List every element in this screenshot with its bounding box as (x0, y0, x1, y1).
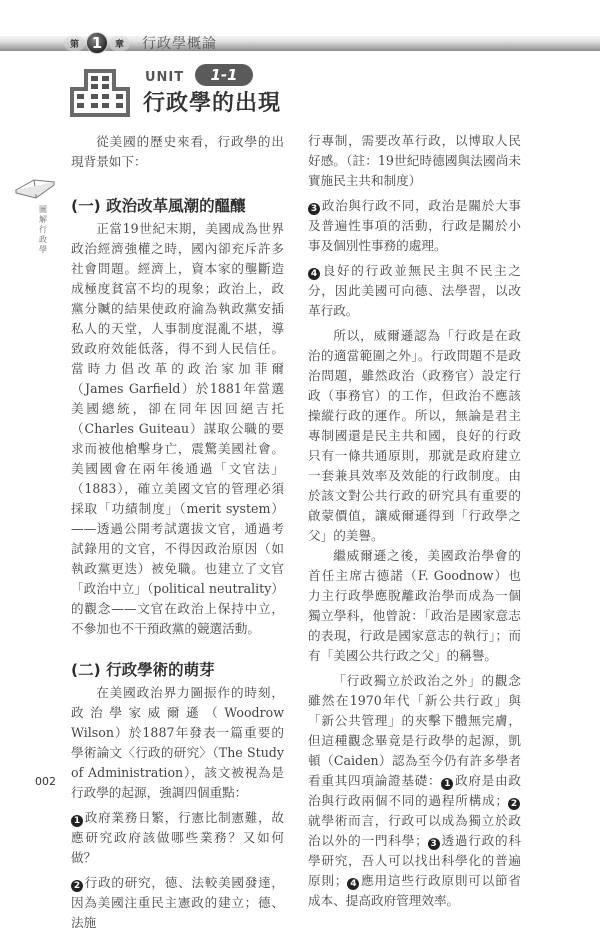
goodnow-paragraph: 繼威爾遜之後，美國政治學會的首任主席古德諾（F. Goodnow）也力主行政學應脫離政治學而成為一個獨立學科，他曾說：「政治是國家意志的表現，行政是國家意志的執行」；而有「美國公共行政之父」的稱譽。 (308, 548, 521, 663)
section-heading-1: (一) 政治改革風潮的醞釀 (71, 197, 246, 215)
right-column (308, 131, 521, 911)
left-column (71, 132, 284, 933)
section-1-body: 正當19世紀末期，美國成為世界政治經濟強權之時，國內卻充斥許多社會問題。經濟上，資本家的壟斷造成極度貧富不均的現象；政治上，政黨分贓的結果使政府淪為執政黨安插私人的天堂，人事制度混亂不堪，導致政府效能低落，得不到人民信任。當時力倡改革的政治家加菲爾（James Garfield）於1881年當選美國總統，卻在同年因回絕吉托（Charles Guiteau）謀取公職的要求而被他槍擊身亡，震驚美國社會。美國國會在兩年後通過「文官法」（1883），確立美國文官的管理必須採取「功績制度」（merit system）——透過公開考試選拔文官，通過考試錄用的文官，不得因政治原因（如執政黨更迭）被免職。也建立了文官「政治中立」（political neutrality）的觀念——文官在政治上保持中立，不參加也不干預政黨的競選活動。 (71, 221, 284, 636)
number-marker-icon: 2 (71, 880, 83, 892)
number-marker-icon: 4 (308, 268, 320, 280)
page-number: 002 (35, 775, 56, 788)
point-2-continuation: 行專制，需要改革行政，以博取人民好感。（註：19世紀時德國與法國尚未實施民主共和制度） (308, 133, 521, 188)
chapter-label (64, 32, 217, 54)
building-icon (70, 67, 130, 117)
unit-label: UNIT (145, 70, 185, 85)
section-heading-2: (二) 行政學術的萌芽 (71, 661, 215, 679)
chapter-prefix: 第 (64, 36, 85, 51)
chapter-suffix: 章 (109, 36, 130, 51)
open-book-icon (14, 176, 58, 202)
number-marker-icon: 3 (308, 203, 320, 215)
wilson-point-1: 1 政府業務日繁，行憲比制憲難，故應研究政府該做哪些業務？又如何做？ (71, 810, 284, 865)
chapter-title: 行政學概論 (142, 36, 218, 52)
number-marker-icon: 1 (71, 815, 83, 827)
side-tab-label: 圖解行政學 (39, 205, 47, 254)
intro-paragraph: 從美國的歷史來看，行政學的出現背景如下： (71, 134, 284, 169)
wilson-point-2: 2 行政的研究，德、法較美國發達，因為美國注重民主憲政的建立；德、法施 (71, 875, 284, 930)
wilson-point-3: 3 政治與行政不同，政治是關於大事及普遍性事項的活動，行政是關於小事及個別性事務的處理。 (308, 198, 521, 253)
caiden-paragraph: 「行政獨立於政治之外」的觀念雖然在1970年代「新公共行政」與「新公共管理」的夾擊下體無完膚，但這種觀念畢竟是行政學的起源，凱頓（Caiden）認為至今仍有許多學者看重其四項論證基礎： 1 政府是由政治與行政兩個不同的過程所構成； 2就學術而言，行政可以成為獨立於政治以外的一門科學； 3 透過行政的科學研究，吾人可以找出科學化的普遍原則； 4 應用這些行政原則可以節省成本、提高政府管理效率。 (308, 673, 522, 908)
unit-title: 行政學的出現 (143, 91, 282, 116)
number-marker-icon: 1 (441, 778, 453, 790)
number-marker-icon: 4 (347, 878, 359, 890)
wilson-summary-paragraph: 所以，威爾遜認為「行政是在政治的適當範圍之外」。行政問題不是政治問題，雖然政治（政務官）設定行政（事務官）的工作，但政治不應該操縱行政的運作。所以，無論是君主專制國還是民主共和國，良好的行政只有一條共通原則，那就是政府建立一套兼具效率及效能的行政制度。由於該文對公共行政的研究具有重要的啟蒙價值，讓威爾遜得到「行政學之父」的美譽。 (308, 328, 521, 543)
unit-number-badge: 1-1 (195, 64, 253, 86)
section-2-body: 在美國政治界力圖振作的時刻，政治學家威爾遜（Woodrow Wilson）於1887年發表一篇重要的學術論文〈行政的研究〉（The Study of Administration），該文被視為是行政學的起源，強調四個重點： (71, 685, 284, 800)
chapter-number-badge: 1 (86, 32, 108, 54)
number-marker-icon: 3 (428, 838, 440, 850)
number-marker-icon: 2 (508, 798, 520, 810)
wilson-point-4: 4 良好的行政並無民主與不民主之分，因此美國可向德、法學習，以改革行政。 (308, 263, 521, 318)
